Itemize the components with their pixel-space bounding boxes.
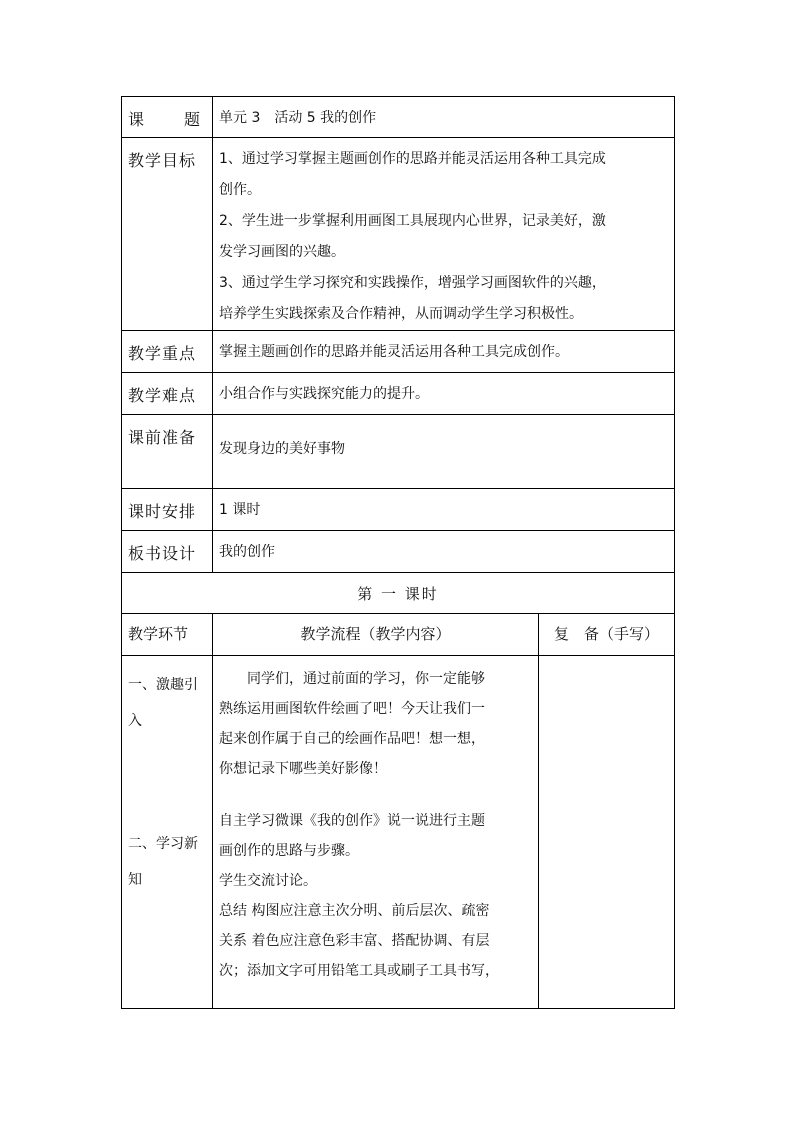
goal-line: 3、通过学生学习探究和实践操作，增强学习画图软件的兴趣，	[219, 275, 606, 291]
period-title: 第 一 课时	[357, 585, 439, 603]
board-value: 我的创作	[219, 544, 275, 560]
flow-line: 自主学习微课《我的创作》说一说进行主题	[219, 813, 485, 829]
flow-line: 你想记录下哪些美好影像！	[219, 761, 387, 777]
topic-label: 课 题	[128, 110, 202, 129]
lesson-plan-table	[121, 96, 675, 1009]
key-points-label: 教学重点	[128, 344, 197, 363]
flow-line: 总结 构图应注意主次分明、前后层次、疏密	[219, 903, 490, 919]
key-points-value: 掌握主题画创作的思路并能灵活运用各种工具完成创作。	[219, 344, 569, 360]
flow-line: 次；添加文字可用铅笔工具或刷子工具书写，	[219, 963, 499, 979]
preparation-row	[122, 415, 675, 489]
flow-line: 起来创作属于自己的绘画作品吧！想一想，	[219, 731, 485, 747]
flow-line: 画创作的思路与步骤。	[219, 843, 359, 859]
key-points-row	[122, 331, 675, 373]
goals-text	[213, 138, 674, 330]
preparation-label: 课前准备	[128, 428, 197, 447]
goal-line: 培养学生实践探索及合作精神，从而调动学生学习积极性。	[219, 306, 583, 322]
flow-line: 关系 着色应注意色彩丰富、搭配协调、有层	[219, 933, 490, 949]
col-header-notes: 复 备（手写）	[554, 625, 660, 643]
flow-line: 熟练运用画图软件绘画了吧！今天让我们一	[219, 701, 485, 717]
goal-line: 创作。	[219, 182, 261, 198]
topic-value: 单元 3 活动 5 我的创作	[219, 110, 377, 126]
schedule-value: 1 课时	[219, 502, 261, 518]
step-2-line: 知	[128, 872, 142, 888]
content-row	[122, 656, 675, 1009]
step-column	[122, 656, 212, 898]
preparation-value: 发现身边的美好事物	[219, 441, 345, 457]
period-row	[122, 573, 675, 614]
goal-line: 1、通过学习掌握主题画创作的思路并能灵活运用各种工具完成	[219, 151, 606, 167]
board-label: 板书设计	[128, 544, 197, 563]
step-1-line: 一、激趣引	[128, 677, 198, 693]
difficulty-value: 小组合作与实践探究能力的提升。	[219, 386, 429, 402]
intro-paragraph	[219, 664, 534, 784]
goal-line: 2、学生进一步掌握利用画图工具展现内心世界，记录美好，激	[219, 213, 606, 229]
flow-line: 学生交流讨论。	[219, 873, 317, 889]
goals-row	[122, 138, 675, 331]
schedule-label: 课时安排	[128, 502, 197, 521]
goal-line: 发学习画图的兴趣。	[219, 244, 345, 260]
schedule-row	[122, 489, 675, 531]
col-header-step: 教学环节	[128, 625, 189, 643]
board-row	[122, 531, 675, 573]
flow-line: 同学们，通过前面的学习，你一定能够	[247, 671, 485, 687]
difficulty-label: 教学难点	[128, 386, 197, 405]
step-1-line: 入	[128, 713, 142, 729]
difficulty-row	[122, 373, 675, 415]
study-paragraph	[219, 806, 534, 986]
goals-label: 教学目标	[128, 151, 197, 170]
flow-column	[213, 656, 538, 986]
col-header-flow: 教学流程（教学内容）	[300, 625, 451, 643]
topic-row	[122, 97, 675, 138]
header-row	[122, 614, 675, 656]
step-2-line: 二、学习新	[128, 836, 198, 852]
